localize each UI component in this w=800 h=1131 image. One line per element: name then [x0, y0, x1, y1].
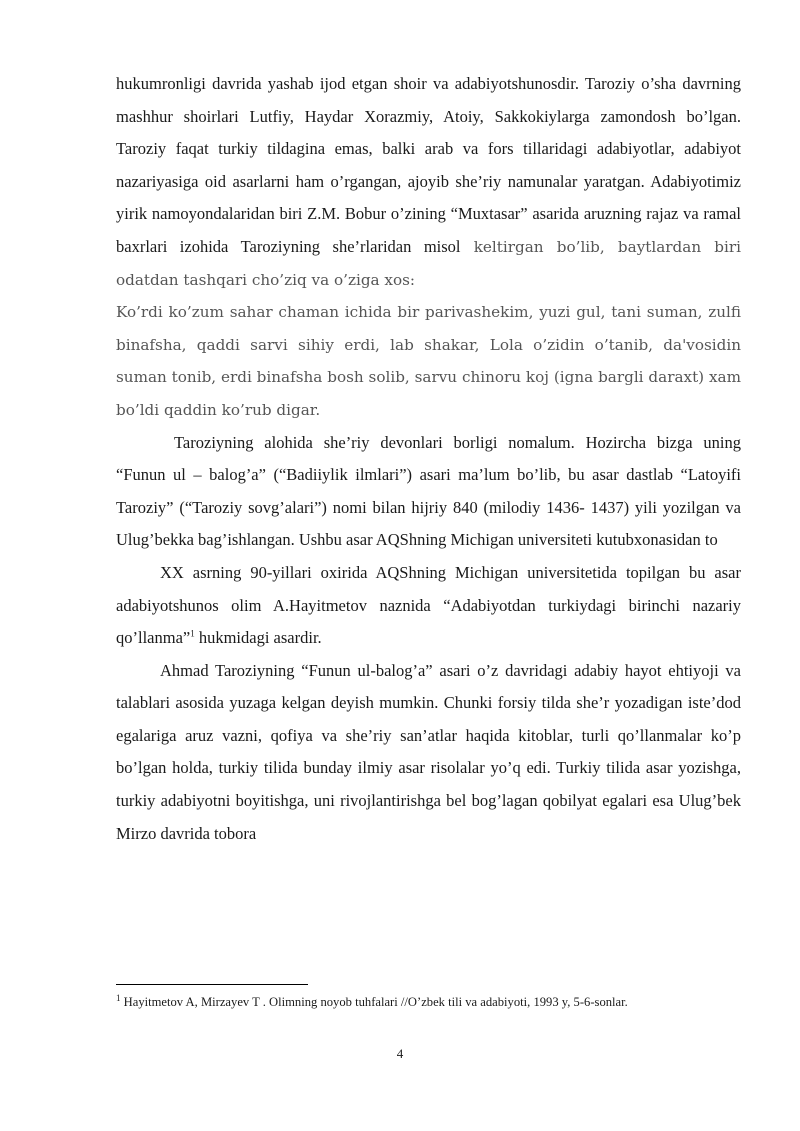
document-body [116, 68, 741, 850]
paragraph-1 [116, 68, 741, 296]
footnote [116, 994, 756, 1010]
quote-paragraph: Ko’rdi ko’zum sahar chaman ichida bir parivashekim, yuzi gul, tani suman, zulfi binafsha, qaddi sarvi sihiy erdi, lab shakar, Lola o’zidin o’tanib, da'vosidin suman tonib, erdi binafsha bosh solib, sarvu chinoru koj (igna bargli daraxt) xam bo’ldi qaddin ko’rub digar. [116, 303, 741, 419]
paragraph-3-text: XX asrning 90-yillari oxirida AQShning Michigan universitetida topilgan bu asar adabiyotshunos olim A.Hayitmetov naznida “Adabiyotdan turkiydagi birinchi nazariy qo’llanma” [116, 562, 741, 648]
paragraph-1-tail: keltirgan bo’lib, baytlardan biri odatdan tashqari cho’ziq va o’ziga xos: [116, 237, 742, 289]
footnote-divider [116, 984, 308, 985]
paragraph-2: Taroziyning alohida she’riy devonlari borligi nomalum. Hozircha bizga uning “Funun ul – balog’a” (“Badiiylik ilmlari”) asari ma’lum bo’lib, bu asar dastlab “Latoyifi Taroziy” (“Taroziy sovg’alari”) nomi bilan hijriy 840 (milodiy 1436- 1437) yili yozilgan va Ulug’bekka bag’ishlangan. Ushbu asar AQShning Michigan universiteti kutubxonasidan to [116, 432, 741, 550]
paragraph-4: Ahmad Taroziyning “Funun ul-balog’a” asari o’z davridagi adabiy hayot ehtiyoji va talablari asosida yuzaga kelgan deyish mumkin. Chunki forsiy tilda she’r yozadigan iste’dod egalariga aruz vazni, qofiya va she’riy san’atlar haqida kitoblar, turli qo’llanmalar ko’p bo’lgan holda, turkiy tilida bunday ilmiy asar risolalar yo’q edi. Turkiy tilida asar yozishga, turkiy adabiyotni boyitishga, uni rivojlantirishga bel bog’lagan qobilyat egalari esa Ulug’bek Mirzo davrida tobora [116, 660, 741, 843]
paragraph-3 [116, 557, 741, 655]
footnote-text: Hayitmetov A, Mirzayev T . Olimning noyob tuhfalari //O’zbek tili va adabiyoti, 1993 y, 5-6-sonlar. [120, 995, 628, 1009]
footnote-mark: 1 [116, 992, 121, 1003]
paragraph-1-text: hukumronligi davrida yashab ijod etgan shoir va adabiyotshunosdir. Taroziy o’sha davrning mashhur shoirlari Lutfiy, Haydar Xorazmiy, Atoiy, Sakkokiylarga zamondosh bo’lgan. Taroziy faqat turkiy tildagina emas, balki arab va fors tillaridagi adabiyotlar, adabiyot nazariyasiga oid asarlarni ham o’rgangan, ajoyib she’riy namunalar yaratgan. Adabiyotimiz yirik namoyondalaridan biri Z.M. Bobur o’zining “Muxtasar” asarida aruzning rajaz va ramal baxrlari izohida Taroziyning she’rlaridan misol [116, 74, 741, 256]
page-number: 4 [396, 1046, 404, 1061]
paragraph-3-tail: hukmidagi asardir. [194, 628, 322, 648]
footnote-ref[interactable]: 1 [190, 628, 195, 639]
